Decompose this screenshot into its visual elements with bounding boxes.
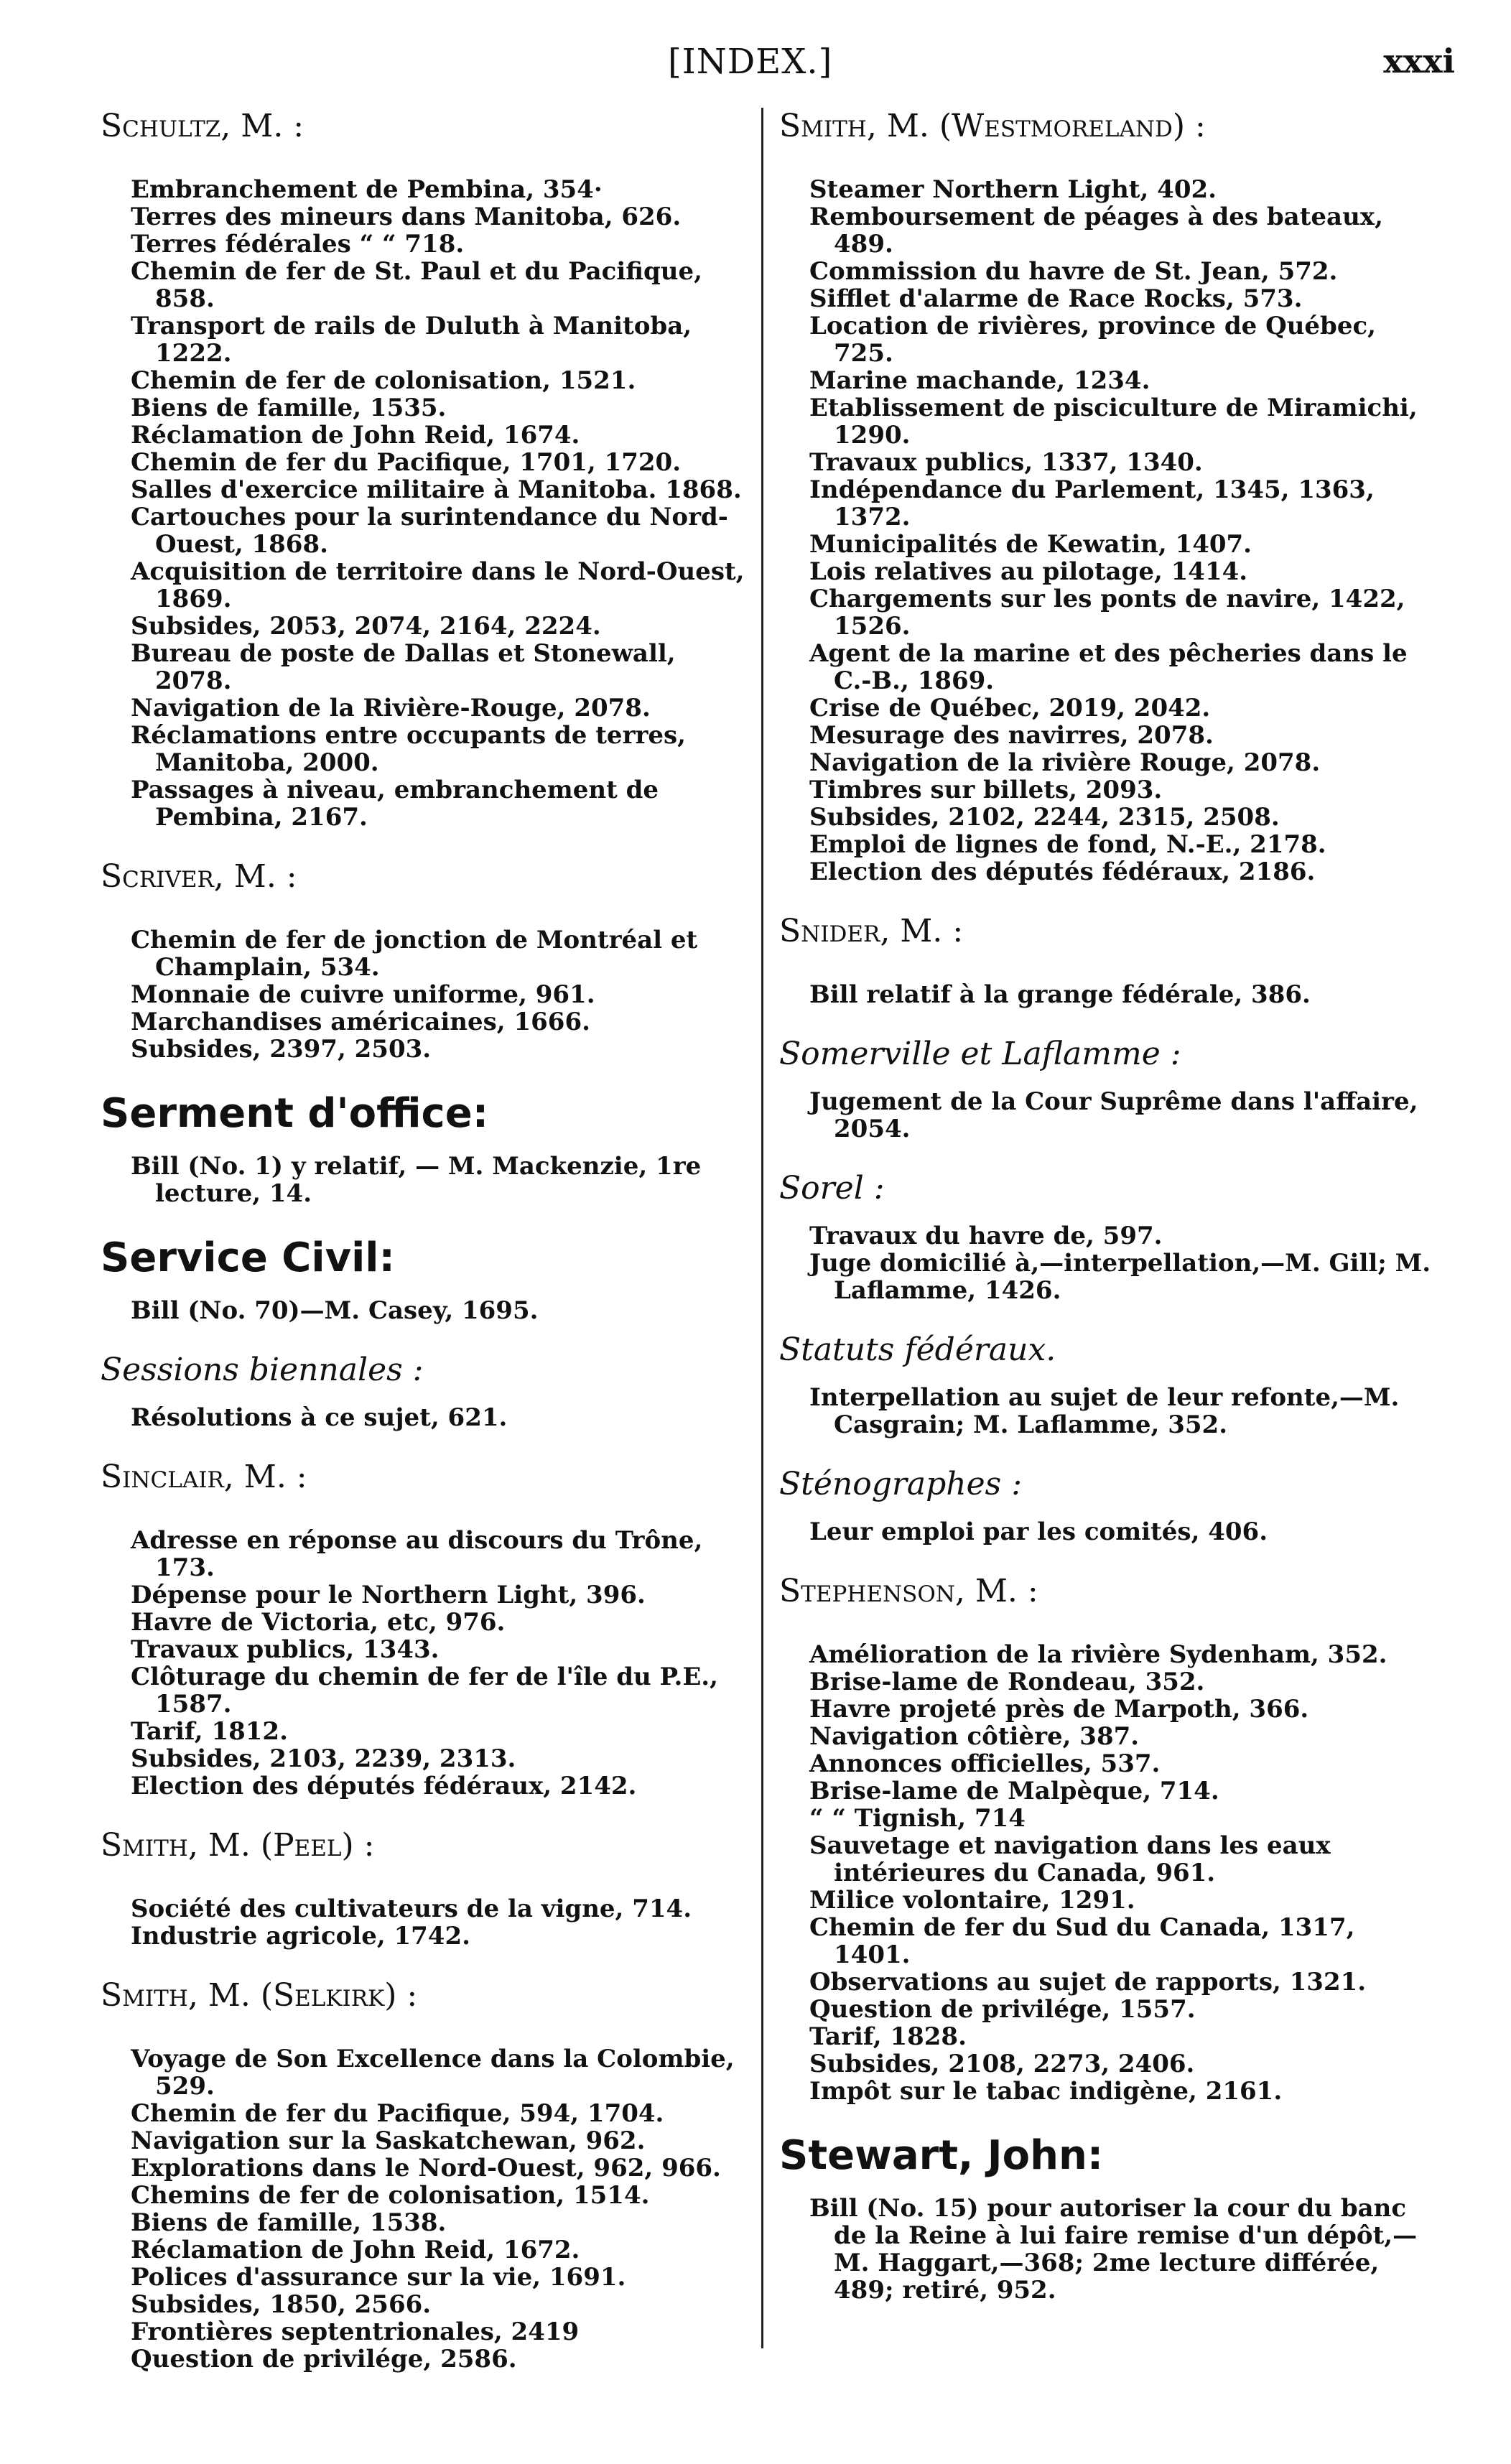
section-heading: Sinclair, M. : [101,1459,307,1495]
index-entry: Adresse en réponse au discours du Trône, 173. [131,1526,703,1582]
index-entry: Indépendance du Parlement, 1345, 1363, 1372. [809,475,1375,531]
section-heading: Service Civil: [101,1235,395,1281]
index-section [101,1977,747,2373]
index-entry: Explorations dans le Nord-Ouest, 962, 966. [131,2154,721,2182]
index-entry: Chemin de fer du Pacifique, 594, 1704. [131,2099,664,2128]
index-section [779,1036,1433,1143]
index-entry: Milice volontaire, 1291. [809,1886,1135,1915]
section-heading: Sténographes : [779,1466,1023,1502]
entry-list [779,1641,1433,2105]
index-entry: Subsides, 2103, 2239, 2313. [131,1744,516,1773]
index-entry: Jugement de la Cour Suprême dans l'affaire, 2054. [809,1087,1418,1143]
section-heading: Sessions biennales : [101,1352,424,1388]
index-entry: Chemin de fer du Pacifique, 1701, 1720. [131,448,682,477]
index-entry: Brise-lame de Rondeau, 352. [809,1668,1205,1696]
index-entry: Chemin de fer du Sud du Canada, 1317, 1401. [809,1913,1355,1969]
index-section [101,1235,747,1324]
index-entry: Passages à niveau, embranchement de Pembina, 2167. [131,776,659,832]
index-section [779,2132,1433,2304]
index-entry: Cartouches pour la surintendance du Nord-Ouest, 1868. [131,503,728,559]
index-entry: Brise-lame de Malpèque, 714. [809,1777,1219,1805]
entry-list [779,176,1433,885]
index-entry: Travaux publics, 1337, 1340. [809,448,1203,477]
index-section [779,1170,1433,1304]
index-section [779,1466,1433,1545]
index-entry: Chargements sur les ponts de navire, 1422, 1526. [809,585,1405,641]
index-entry: Navigation côtière, 387. [809,1722,1140,1751]
index-entry: Crise de Québec, 2019, 2042. [809,694,1211,722]
section-heading: Statuts fédéraux. [779,1331,1056,1368]
left-column [101,108,747,2400]
running-title: [INDEX.] [668,42,833,82]
index-entry: Question de privilége, 1557. [809,1995,1196,2024]
index-entry: Election des députés fédéraux, 2142. [131,1772,637,1800]
entry-list [779,1518,1433,1545]
index-section [779,1573,1433,2105]
index-entry: Mesurage des navirres, 2078. [809,721,1214,750]
index-section [101,1827,747,1950]
section-heading: Smith, M. (Selkirk) : [101,1977,418,2014]
index-entry: Impôt sur le tabac indigène, 2161. [809,2077,1283,2106]
index-entry: Chemin de fer de St. Paul et du Pacifique, 858. [131,257,702,313]
index-entry: Monnaie de cuivre uniforme, 961. [131,980,595,1009]
index-entry: Amélioration de la rivière Sydenham, 352. [809,1640,1387,1669]
index-entry: Subsides, 2102, 2244, 2315, 2508. [809,803,1280,832]
index-section [101,1352,747,1431]
entry-list [101,1153,747,1207]
entry-list [779,2195,1433,2304]
entry-list [779,981,1433,1008]
index-entry: Polices d'assurance sur la vie, 1691. [131,2263,626,2292]
index-section [101,1090,747,1207]
right-column [779,108,1433,2331]
section-heading: Scriver, M. : [101,858,297,895]
index-entry: Location de rivières, province de Québec, 725. [809,312,1376,368]
index-entry: Frontières septentrionales, 2419 [131,2317,580,2346]
index-entry: Sifflet d'alarme de Race Rocks, 573. [809,284,1303,313]
index-entry: Subsides, 1850, 2566. [131,2290,432,2319]
index-entry: Clôturage du chemin de fer de l'île du P.E., 1587. [131,1663,718,1719]
index-section [779,1331,1433,1438]
section-heading: Schultz, M. : [101,108,304,144]
entry-list [101,1297,747,1324]
index-entry: Tarif, 1828. [809,2022,967,2051]
index-entry: Steamer Northern Light, 402. [809,175,1217,204]
index-entry: Timbres sur billets, 2093. [809,776,1163,804]
index-entry: Résolutions à ce sujet, 621. [131,1403,508,1432]
index-entry: Salles d'exercice militaire à Manitoba. 1868. [131,475,742,504]
index-entry: Biens de famille, 1538. [131,2208,447,2237]
index-entry: Emploi de lignes de fond, N.-E., 2178. [809,830,1326,859]
section-heading: Serment d'office: [101,1090,489,1137]
index-entry: Question de privilége, 2586. [131,2345,517,2374]
entry-list [101,1404,747,1431]
index-entry: Sauvetage et navigation dans les eaux intérieures du Canada, 961. [809,1831,1331,1887]
index-entry: Transport de rails de Duluth à Manitoba, 1222. [131,312,692,368]
page-number: xxxi [1383,42,1455,80]
index-entry: Biens de famille, 1535. [131,394,447,422]
index-entry: Bill (No. 70)—M. Casey, 1695. [131,1296,539,1325]
index-section [101,858,747,1063]
index-entry: Havre de Victoria, etc, 976. [131,1608,506,1637]
index-entry: Observations au sujet de rapports, 1321. [809,1968,1367,1996]
entry-list [101,1527,747,1800]
index-entry: Bill (No. 15) pour autoriser la cour du banc de la Reine à lui faire remise d'un dépôt,—M. Haggart,—368; 2me lecture différée, 489; retiré, 952. [809,2194,1418,2305]
index-entry: Agent de la marine et des pêcheries dans le C.-B., 1869. [809,639,1408,695]
index-section [101,1459,747,1800]
entry-list [779,1222,1433,1304]
section-heading: Snider, M. : [779,913,964,949]
section-heading: Sorel : [779,1170,885,1207]
index-entry: Election des députés fédéraux, 2186. [809,857,1316,886]
index-entry: Subsides, 2108, 2273, 2406. [809,2050,1195,2078]
index-entry: “ “ Tignish, 714 [809,1804,1026,1833]
index-entry: Lois relatives au pilotage, 1414. [809,557,1248,586]
entry-list [779,1088,1433,1143]
index-entry: Travaux publics, 1343. [131,1635,440,1664]
section-heading: Somerville et Laflamme : [779,1036,1181,1072]
index-entry: Bill (No. 1) y relatif, — M. Mackenzie, 1re lecture, 14. [131,1152,702,1208]
index-entry: Dépense pour le Northern Light, 396. [131,1581,646,1609]
index-section [779,913,1433,1008]
index-entry: Industrie agricole, 1742. [131,1922,470,1951]
index-entry: Terres des mineurs dans Manitoba, 626. [131,203,682,231]
index-entry: Subsides, 2397, 2503. [131,1035,432,1064]
index-entry: Chemin de fer de colonisation, 1521. [131,366,636,395]
index-entry: Interpellation au sujet de leur refonte,—M. Casgrain; M. Laflamme, 352. [809,1383,1400,1439]
index-entry: Subsides, 2053, 2074, 2164, 2224. [131,612,601,641]
entry-list [101,176,747,831]
column-divider [761,108,763,2348]
page-header [0,42,1511,99]
index-section [101,108,747,831]
index-entry: Voyage de Son Excellence dans la Colombie, 529. [131,2045,735,2101]
entry-list [101,926,747,1063]
index-entry: Etablissement de pisciculture de Miramichi, 1290. [809,394,1418,450]
index-entry: Réclamation de John Reid, 1674. [131,421,580,450]
entry-list [101,2045,747,2373]
entry-list [779,1384,1433,1438]
index-entry: Chemin de fer de jonction de Montréal et Champlain, 534. [131,926,698,982]
index-entry: Juge domicilié à,—interpellation,—M. Gill; M. Laflamme, 1426. [809,1249,1431,1305]
index-entry: Remboursement de péages à des bateaux, 489. [809,203,1383,259]
index-entry: Réclamation de John Reid, 1672. [131,2236,580,2264]
section-heading: Smith, M. (Peel) : [101,1827,375,1864]
index-entry: Navigation sur la Saskatchewan, 962. [131,2126,646,2155]
entry-list [101,1895,747,1950]
section-heading: Stephenson, M. : [779,1573,1038,1609]
index-entry: Navigation de la Rivière-Rouge, 2078. [131,694,651,722]
index-entry: Havre projeté près de Marpoth, 366. [809,1695,1309,1724]
index-entry: Municipalités de Kewatin, 1407. [809,530,1252,559]
section-heading: Stewart, John: [779,2132,1104,2179]
index-entry: Chemins de fer de colonisation, 1514. [131,2181,650,2210]
index-entry: Commission du havre de St. Jean, 572. [809,257,1338,286]
index-entry: Leur emploi par les comités, 406. [809,1517,1268,1546]
index-entry: Navigation de la rivière Rouge, 2078. [809,748,1321,777]
index-entry: Marine machande, 1234. [809,366,1150,395]
index-section [779,108,1433,885]
section-heading: Smith, M. (Westmoreland) : [779,108,1206,144]
index-entry: Bureau de poste de Dallas et Stonewall, 2078. [131,639,676,695]
index-entry: Bill relatif à la grange fédérale, 386. [809,980,1311,1009]
index-entry: Tarif, 1812. [131,1717,288,1746]
index-entry: Embranchement de Pembina, 354· [131,175,603,204]
index-entry: Marchandises américaines, 1666. [131,1008,590,1036]
index-entry: Terres fédérales “ “ 718. [131,230,465,259]
index-entry: Travaux du havre de, 597. [809,1222,1163,1250]
index-entry: Acquisition de territoire dans le Nord-Ouest, 1869. [131,557,745,613]
index-entry: Annonces officielles, 537. [809,1749,1161,1778]
index-entry: Réclamations entre occupants de terres, Manitoba, 2000. [131,721,687,777]
index-entry: Société des cultivateurs de la vigne, 714. [131,1895,692,1923]
